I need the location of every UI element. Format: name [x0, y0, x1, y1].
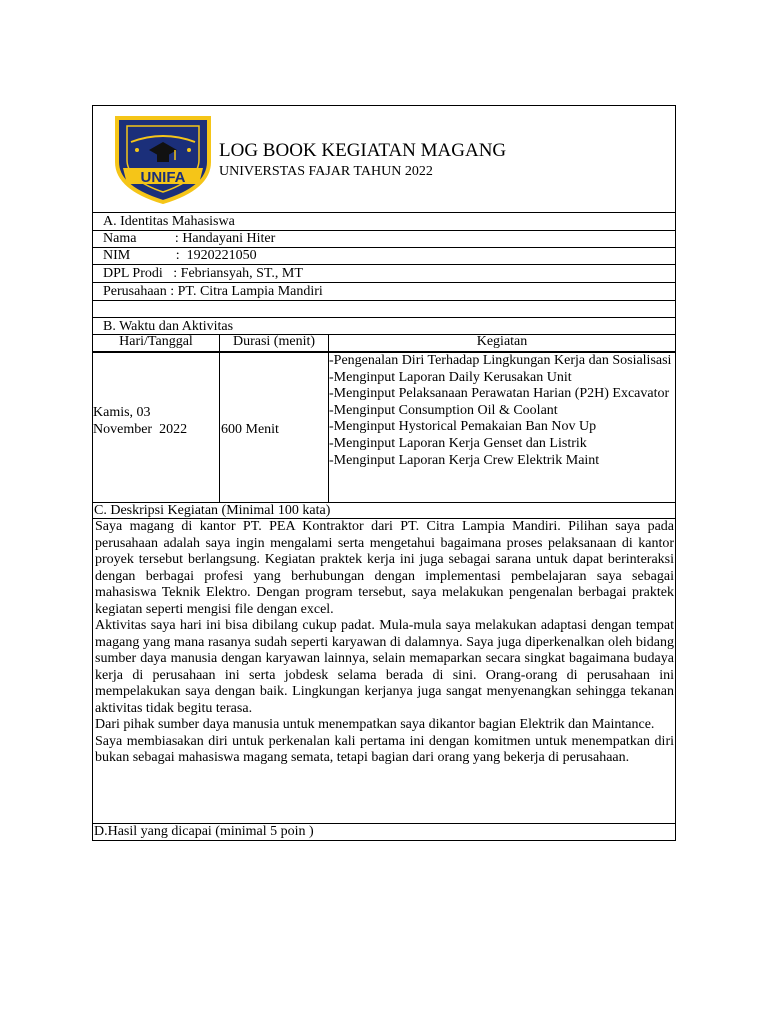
activity-item: -Pengenalan Diri Terhadap Lingkungan Kerja dan Sosialisasi — [329, 353, 672, 368]
activity-date-month: November 2022 — [93, 422, 188, 437]
identity-dpl: DPL Prodi : Febriansyah, ST., MT — [103, 266, 303, 281]
activity-date-day: Kamis, 03 — [93, 405, 151, 420]
col-duration-header: Durasi (menit) — [232, 334, 316, 349]
unifa-logo — [109, 112, 217, 204]
identity-row-company — [93, 283, 675, 301]
section-c-title: C. Deskripsi Kegiatan (Minimal 100 kata) — [94, 503, 331, 518]
identity-row-dpl — [93, 265, 675, 283]
blank-row — [93, 301, 675, 318]
col-date-header: Hari/Tanggal — [119, 334, 193, 349]
section-b-title: B. Waktu dan Aktivitas — [103, 319, 234, 334]
section-c-title-row — [93, 503, 675, 519]
identity-company: Perusahaan : PT. Citra Lampia Mandiri — [103, 284, 323, 299]
col-activity-header: Kegiatan — [476, 334, 528, 349]
activity-item: -Menginput Hystorical Pemakaian Ban Nov Up — [329, 419, 597, 435]
section-d-title-row — [93, 824, 675, 841]
svg-text:UNIFA: UNIFA — [140, 169, 186, 186]
description-paragraph: Saya membiasakan diri untuk perkenalan kali pertama ini dengan komitmen untuk menempatkan diri bukan sebagai mahasiswa magang semata, tetapi bagian dari orang yang bekerja di perusahaan. — [95, 733, 674, 765]
activity-item: -Menginput Laporan Kerja Genset dan Listrik — [329, 435, 587, 451]
identity-row-nim — [93, 248, 675, 265]
activity-item: -Menginput Consumption Oil & Coolant — [329, 402, 558, 418]
page-subtitle: UNIVERSTAS FAJAR TAHUN 2022 — [219, 164, 433, 179]
activity-item: -Menginput Pelaksanaan Perawatan Harian (P2H) Excavator — [329, 386, 670, 402]
description-row — [93, 519, 675, 824]
logbook-table — [92, 105, 676, 841]
activity-row — [93, 352, 675, 503]
section-a-title: A. Identitas Mahasiswa — [103, 214, 235, 229]
activity-item: -Menginput Laporan Daily Kerusakan Unit — [329, 369, 572, 385]
section-d-title: D.Hasil yang dicapai (minimal 5 poin ) — [94, 824, 314, 839]
identity-nim: NIM : 1920221050 — [103, 248, 257, 263]
description-paragraph: Dari pihak sumber daya manusia untuk menempatkan saya dikantor bagian Elektrik dan Maintance. — [95, 717, 655, 732]
page-title: LOG BOOK KEGIATAN MAGANG — [219, 140, 507, 161]
header-row — [93, 106, 675, 213]
section-a-title-row — [93, 213, 675, 231]
section-b-title-row — [93, 318, 675, 335]
identity-row-name — [93, 231, 675, 248]
description-paragraph: Aktivitas saya hari ini bisa dibilang cukup padat. Mula-mula saya melakukan adaptasi dengan tempat magang yang mana rasanya sudah seperti karyawan di dalamnya. Saya juga diperkenalkan oleh bidang sumber daya manusia dengan karyawan lainnya, selain memaparkan secara singkat bagaimana budaya kerja di perusahaan ini serta jobdesk selama berada di sini. Orang-orang di perusahaan ini mempelakukan saya dengan baik. Lingkungan kerjanya juga sangat menyenangkan sehingga tekanan aktivitas tidak begitu terasa. — [95, 618, 674, 716]
activity-item: -Menginput Laporan Kerja Crew Elektrik Maint — [329, 452, 600, 468]
description-paragraph: Saya magang di kantor PT. PEA Kontraktor dari PT. Citra Lampia Mandiri. Pilihan saya pada perusahaan adalah saya ingin mengalami serta mengetahui bagaimana proses pelaksanaan di kantor proyek tersebut berlangsung. Kegiatan praktek kerja ini juga sebagai sarana untuk dapat berinteraksi dengan berbagai profesi yang berhubungan dengan implementasi pembelajaran saya sebagai mahasiswa Teknik Elektro. Dengan program tersebut, saya melakukan pengenalan berbagai praktek kegiatan seperti mengisi file dengan excel. — [95, 519, 674, 617]
identity-name: Nama : Handayani Hiter — [103, 231, 276, 246]
activity-duration: 600 Menit — [221, 422, 279, 437]
